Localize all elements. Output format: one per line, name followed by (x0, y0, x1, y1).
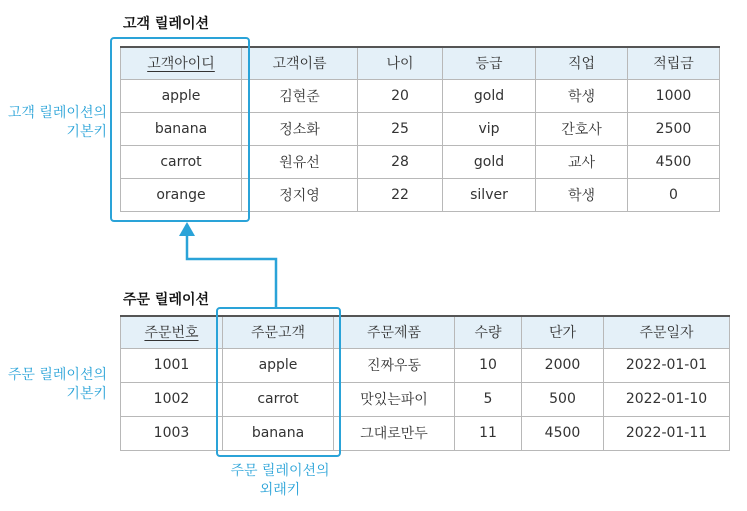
order-foreign-key-label (220, 462, 340, 500)
table-cell: banana (223, 416, 334, 450)
table-cell: 0 (628, 178, 720, 211)
order-col-header: 단가 (522, 316, 604, 348)
order-col-header: 주문고객 (223, 316, 334, 348)
table-cell: 교사 (536, 145, 628, 178)
customer-relation-title: 고객 릴레이션 (123, 16, 210, 32)
table-cell: carrot (223, 382, 334, 416)
table-cell: 2022-01-01 (604, 348, 730, 382)
table-cell: 4500 (522, 416, 604, 450)
table-cell: 1000 (628, 79, 720, 112)
order-foreign-key-highlight (216, 307, 341, 457)
table-cell: 김현준 (242, 79, 358, 112)
table-cell: 학생 (536, 178, 628, 211)
table-cell: vip (443, 112, 536, 145)
table-cell: 2022-01-11 (604, 416, 730, 450)
table-cell: gold (443, 79, 536, 112)
table-cell: 2022-01-10 (604, 382, 730, 416)
order-header-row (121, 316, 730, 348)
table-cell: 간호사 (536, 112, 628, 145)
table-cell: carrot (121, 145, 242, 178)
table-cell: 1002 (121, 382, 223, 416)
reference-arrowhead (179, 222, 195, 236)
table-cell: 정지영 (242, 178, 358, 211)
order-primary-key-label (8, 366, 107, 404)
table-row (121, 382, 730, 416)
table-cell: 진짜우동 (334, 348, 455, 382)
table-cell: 4500 (628, 145, 720, 178)
table-cell: 5 (455, 382, 522, 416)
table-cell: 11 (455, 416, 522, 450)
table-cell: 정소화 (242, 112, 358, 145)
table-cell: banana (121, 112, 242, 145)
order-relation-table (120, 315, 730, 451)
order-col-header: 수량 (455, 316, 522, 348)
table-cell: silver (443, 178, 536, 211)
table-cell: 맛있는파이 (334, 382, 455, 416)
table-row (121, 348, 730, 382)
customer-col-header: 적립금 (628, 47, 720, 79)
table-cell: 28 (358, 145, 443, 178)
customer-primary-key-label-line2: 기본키 (66, 124, 107, 140)
table-cell: 1003 (121, 416, 223, 450)
table-cell: 2500 (628, 112, 720, 145)
order-col-header: 주문번호 (121, 316, 223, 348)
table-cell: 10 (455, 348, 522, 382)
table-cell: 그대로만두 (334, 416, 455, 450)
table-cell: 원유선 (242, 145, 358, 178)
table-cell: 22 (358, 178, 443, 211)
customer-col-header: 직업 (536, 47, 628, 79)
table-cell: 학생 (536, 79, 628, 112)
table-cell: apple (121, 79, 242, 112)
table-cell: 500 (522, 382, 604, 416)
order-foreign-key-label-line1: 주문 릴레이션의 (230, 463, 330, 479)
table-cell: apple (223, 348, 334, 382)
customer-col-header: 등급 (443, 47, 536, 79)
table-row (121, 416, 730, 450)
table-cell: gold (443, 145, 536, 178)
table-cell: 25 (358, 112, 443, 145)
order-relation-title: 주문 릴레이션 (123, 292, 210, 308)
customer-col-header: 고객아이디 (121, 47, 242, 79)
customer-col-header: 나이 (358, 47, 443, 79)
table-cell: orange (121, 178, 242, 211)
table-cell: 20 (358, 79, 443, 112)
order-primary-key-label-line2: 기본키 (66, 386, 107, 402)
order-primary-key-label-line1: 주문 릴레이션의 (7, 367, 107, 383)
customer-col-header: 고객이름 (242, 47, 358, 79)
table-cell: 1001 (121, 348, 223, 382)
table-cell: 2000 (522, 348, 604, 382)
order-col-header: 주문제품 (334, 316, 455, 348)
order-foreign-key-label-line2: 외래키 (259, 482, 301, 498)
order-col-header: 주문일자 (604, 316, 730, 348)
customer-primary-key-label-line1: 고객 릴레이션의 (7, 105, 107, 121)
